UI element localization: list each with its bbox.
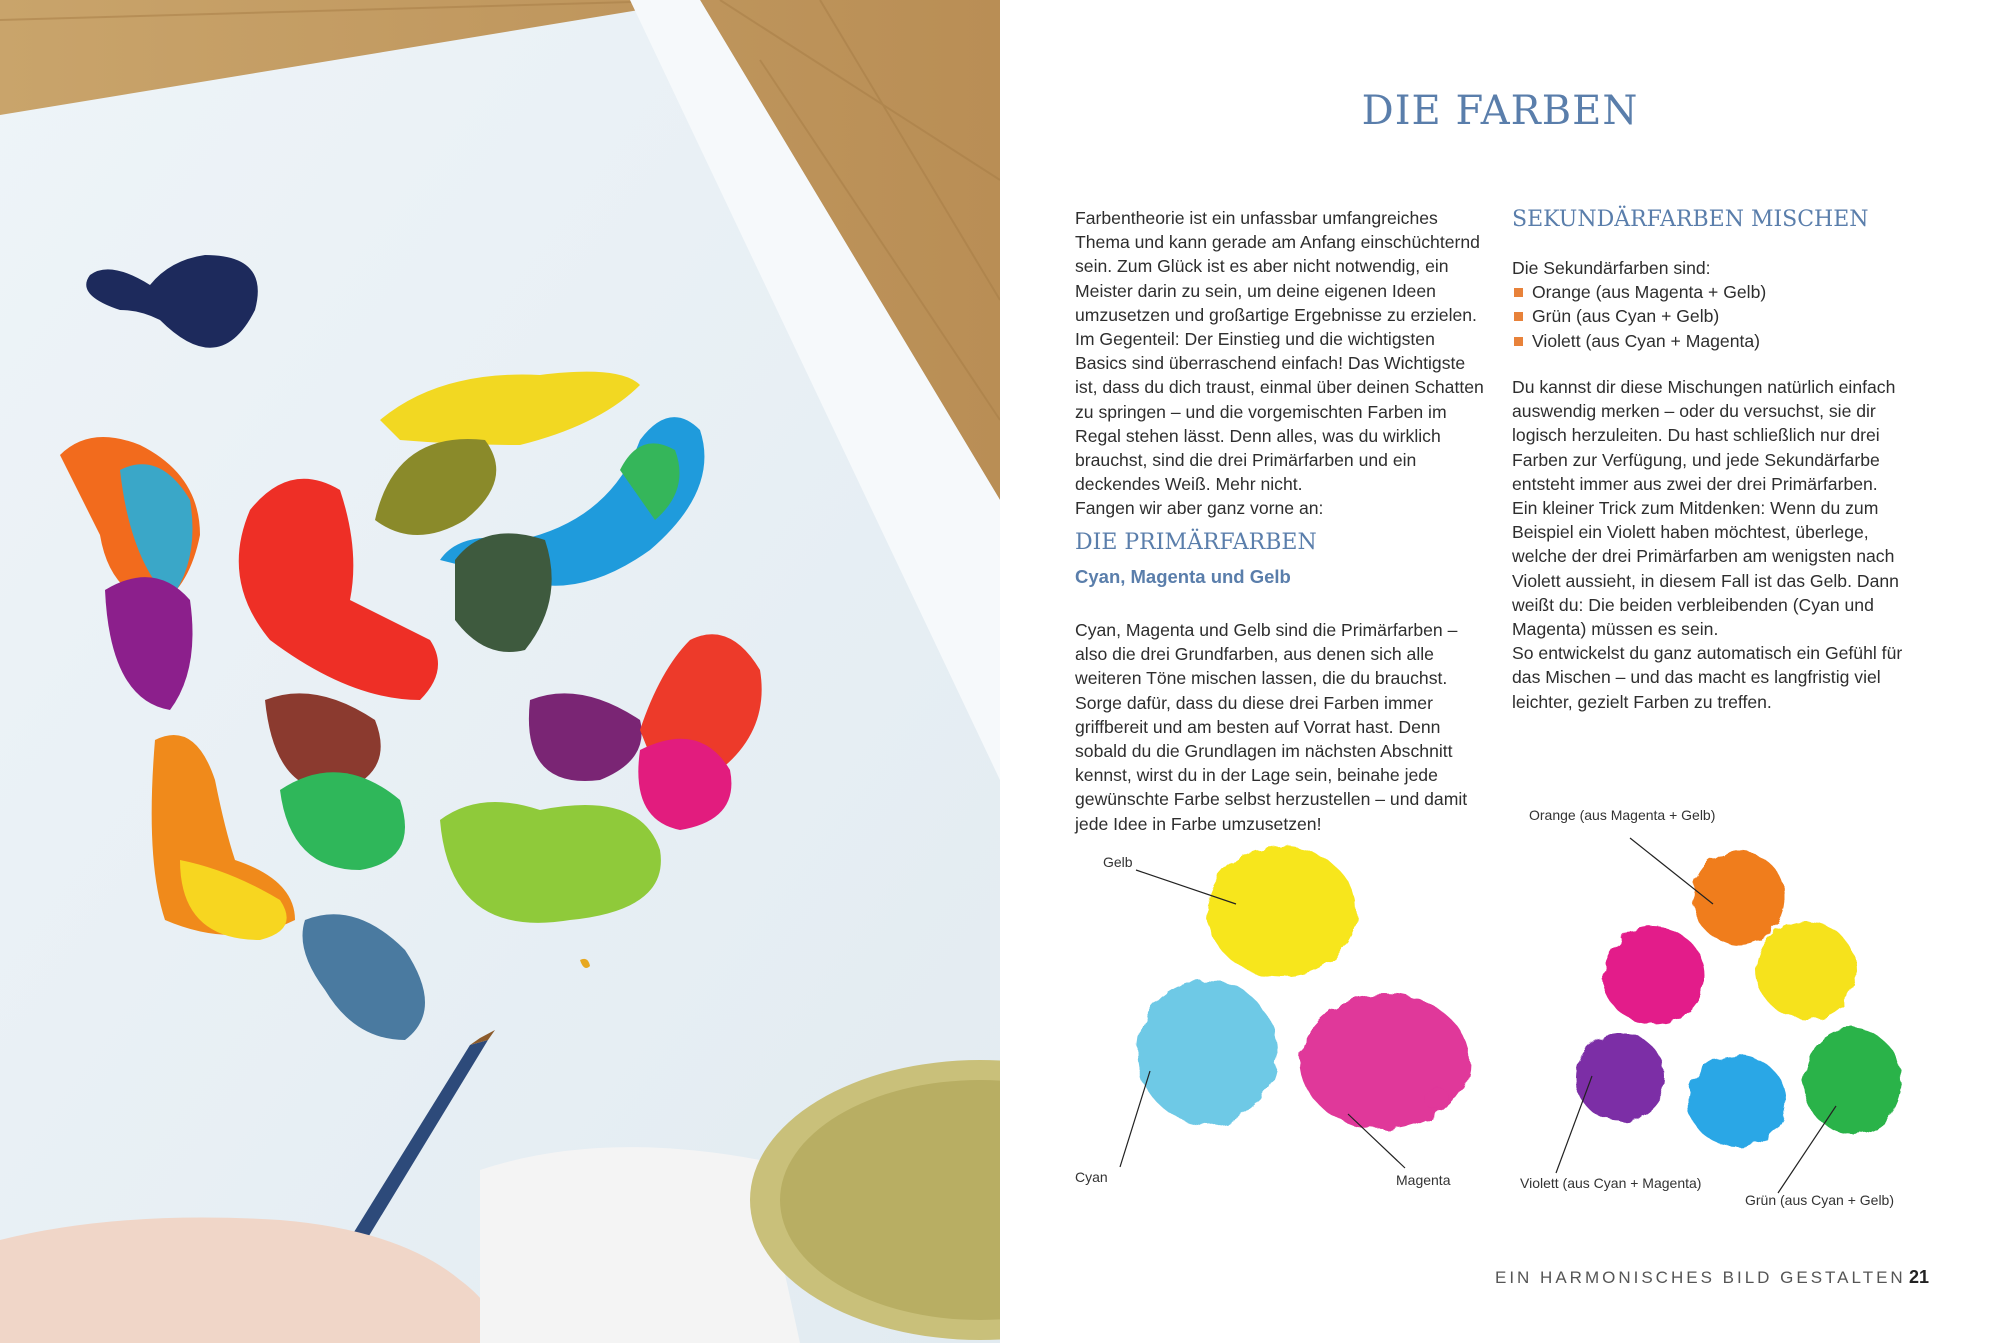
leader-line [1778,1106,1836,1193]
violet-swatch [1575,1033,1665,1121]
primary-paragraph: Cyan, Magenta und Gelb sind die Primärfarben – also die drei Grundfarben, aus denen sich alle weiteren Töne mischen lassen, die du brauchst. Sorge dafür, dass du diese drei Farben immer griffbereit und am besten auf Vorrat hast. Denn sobald du die Grundlagen im nächsten Abschnitt kennst, wirst du in der Lage sein, beinahe jede gewünschte Farbe selbst herzustellen – und damit jede Idee in Farbe umzusetzen! [1075,620,1468,834]
color-swatch-diagram [1000,0,2000,1343]
label-violett: Violett (aus Cyan + Magenta) [1520,1175,1702,1191]
label-gruen: Grün (aus Cyan + Gelb) [1745,1192,1895,1208]
magenta-swatch-2 [1603,927,1705,1025]
label-magenta: Magenta [1396,1172,1451,1188]
leader-line [1630,838,1713,904]
yellow-swatch-2 [1756,921,1856,1019]
primary-subheading: Cyan, Magenta und Gelb [1075,566,1291,587]
green-swatch [1803,1028,1901,1134]
tissue [480,1147,800,1343]
secondary-heading: SEKUNDÄRFARBEN MISCHEN [1512,207,1869,232]
cyan-swatch [1137,980,1277,1124]
list-item: Orange (aus Magenta + Gelb) [1512,280,1927,304]
label-orange: Orange (aus Magenta + Gelb) [1529,807,1716,823]
magenta-swatch [1300,994,1470,1130]
yellow-swatch [1207,847,1357,977]
intro-paragraph: Farbentheorie ist ein unfassbar umfangreiches Thema und kann gerade am Anfang einschüchternd sein. Zum Glück ist es aber nicht notwendig, ein Meister darin zu sein, um deine eigenen Ideen umzusetzen und großartige Ergebnisse zu erzielen. Im Gegenteil: Der Einstieg und die wichtigsten Basics sind überraschend einfach! Das Wichtigste ist, dass du dich traust, einmal über deinen Schatten zu springen – und die vorgemischten Farben im Regal stehen lässt. Denn alles, was du wirklich brauchst, sind die drei Primärfarben und ein deckendes Weiß. Mehr nicht. [1075,208,1484,495]
page-number: 21 [1909,1267,1930,1287]
text-page [1000,0,2000,1343]
blue-swatch [1688,1055,1786,1147]
list-item: Grün (aus Cyan + Gelb) [1512,304,1927,328]
label-cyan: Cyan [1075,1169,1108,1185]
secondary-lead: Die Sekundärfarben sind: [1512,258,1711,278]
secondary-paragraph: Ein kleiner Trick zum Mitdenken: Wenn du zum Beispiel ein Violett haben möchtest, überlege, welche der drei Primärfarben am wenigsten nach Violett aussieht, in diesem Fall ist das Gelb. Dann weißt du: Die beiden verbleibenden (Cyan und Magenta) müssen es sein. [1512,498,1899,640]
secondary-paragraph: So entwickelst du ganz automatisch ein Gefühl für das Mischen – und das macht es langfristig viel leichter, gezielt Farben zu treffen. [1512,643,1903,712]
leader-line [1120,1071,1150,1167]
list-item: Violett (aus Cyan + Magenta) [1512,329,1927,353]
primary-heading: DIE PRIMÄRFARBEN [1075,530,1317,555]
secondary-paragraph: Du kannst dir diese Mischungen natürlich einfach auswendig merken – oder du versuchst, sie dir logisch herzuleiten. Du hast schließlich nur drei Farben zur Verfügung, und jede Sekundärfarbe entsteht immer aus zwei der drei Primärfarben. [1512,377,1896,494]
leader-line [1556,1076,1592,1173]
chapter-running-head: EIN HARMONISCHES BILD GESTALTEN [1495,1268,1906,1287]
page-title: DIE FARBEN [1361,88,1639,134]
label-gelb: Gelb [1103,854,1133,870]
intro-paragraph-2: Fangen wir aber ganz vorne an: [1075,498,1324,519]
orange-swatch [1693,851,1785,945]
